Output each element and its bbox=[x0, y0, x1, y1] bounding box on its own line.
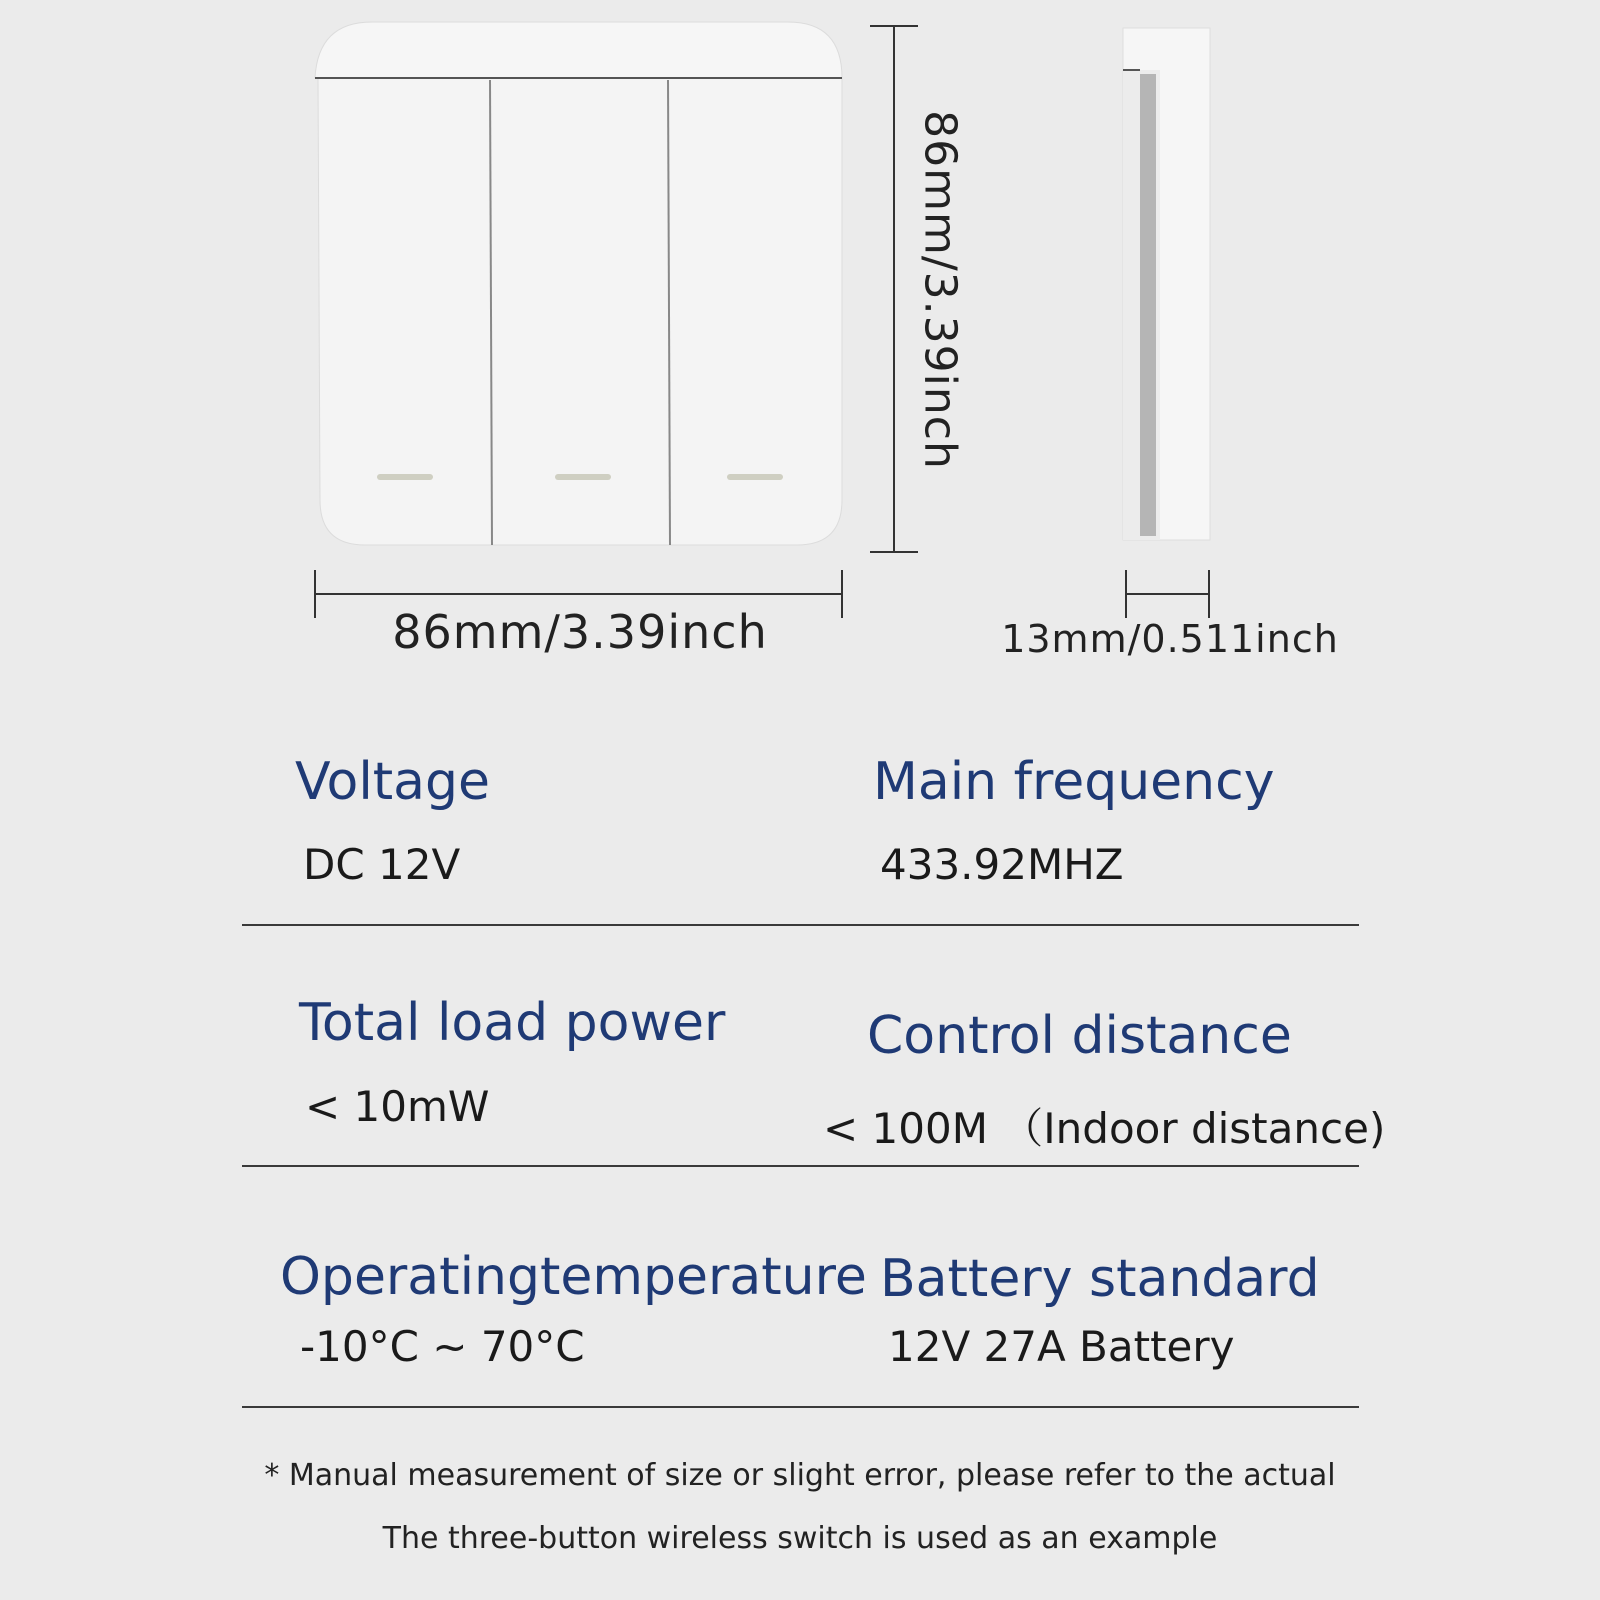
example-note: The three-button wireless switch is used as an example bbox=[382, 1521, 1218, 1556]
spec-value-battery-standard: 12V 27A Battery bbox=[888, 1322, 1235, 1371]
switch-side-view bbox=[1123, 28, 1210, 540]
spec-label-voltage: Voltage bbox=[295, 752, 491, 812]
depth-dimension-label: 13mm/0.511inch bbox=[1001, 617, 1339, 661]
spec-value-voltage: DC 12V bbox=[303, 840, 461, 889]
divider bbox=[242, 1406, 1359, 1408]
height-dimension-label: 86mm/3.39inch bbox=[914, 110, 966, 470]
switch-front-view bbox=[315, 22, 842, 545]
spec-value-operating-temperature: -10°C ~ 70°C bbox=[300, 1322, 585, 1371]
product-dimension-drawing bbox=[0, 0, 1600, 700]
width-dimension-label: 86mm/3.39inch bbox=[392, 605, 768, 659]
height-dimension-line bbox=[870, 26, 918, 552]
divider bbox=[242, 1165, 1359, 1167]
button-indicator-right bbox=[727, 474, 783, 480]
divider bbox=[242, 924, 1359, 926]
measurement-disclaimer: * Manual measurement of size or slight error, please refer to the actual bbox=[264, 1458, 1336, 1493]
spec-label-battery-standard: Battery standard bbox=[880, 1249, 1320, 1309]
spec-value-control-distance: < 100M （Indoor distance) bbox=[823, 1104, 1386, 1153]
spec-label-operating-temperature: Operatingtemperature bbox=[280, 1247, 867, 1307]
spec-value-total-load-power: < 10mW bbox=[305, 1082, 490, 1131]
spec-value-main-frequency: 433.92MHZ bbox=[880, 840, 1124, 889]
button-indicator-left bbox=[377, 474, 433, 480]
spec-label-main-frequency: Main frequency bbox=[873, 752, 1275, 812]
depth-dimension-line bbox=[1126, 570, 1209, 618]
spec-label-total-load-power: Total load power bbox=[299, 993, 726, 1053]
spec-label-control-distance: Control distance bbox=[867, 1006, 1292, 1066]
button-indicator-middle bbox=[555, 474, 611, 480]
